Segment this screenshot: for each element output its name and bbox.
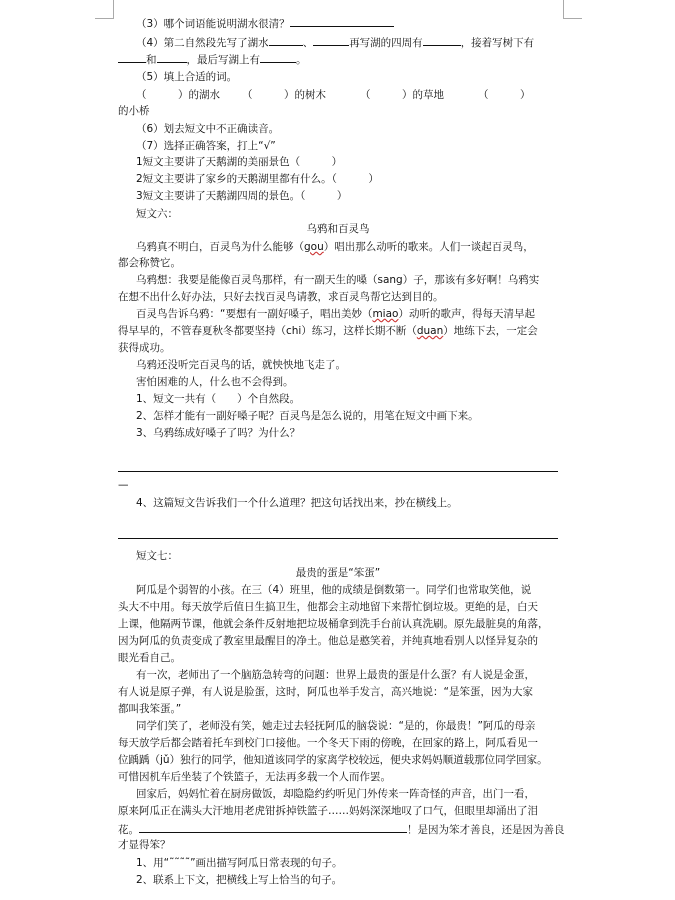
question-4-line-2: 和 ，最后写湖上有 。 bbox=[118, 51, 307, 68]
question-4-line-1: （4）第二自然段先写了湖水 、 再写湖的四周有 ，接着写树下有 bbox=[136, 34, 534, 51]
passage-7-paragraph-1-line: 上课，他隔两节课，他就会条件反射地把垃圾桶拿到洗手台前认真洗刷。原先最脏臭的角落， bbox=[118, 618, 549, 630]
answer-line[interactable] bbox=[118, 538, 558, 539]
crop-mark-top-right bbox=[563, 0, 582, 19]
passage-7-paragraph-1-line: 头大不中用。每天放学后值日生搞卫生，他都会主动地留下来帮忙倒垃圾。更绝的是，白天 bbox=[118, 601, 538, 613]
answer-blank[interactable] bbox=[423, 34, 461, 46]
passage-7-paragraph-2-line: 有人说是原子弹，有人说是脸蛋，这时，阿瓜也举手发言，高兴地说：“是笨蛋，因为大家 bbox=[118, 686, 533, 698]
passage-7-paragraph-4-line: 原来阿瓜正在满头大汗地用老虎钳拆掉铁篮子……妈妈深深地叹了口气，但眼里却涌出了泪 bbox=[118, 805, 538, 817]
passage-6-paragraph-3-end: 获得成功。 bbox=[118, 342, 171, 354]
passage-6-question-2: 2、怎样才能有一副好嗓子呢？百灵鸟是怎么说的，用笔在短文中画下来。 bbox=[136, 410, 479, 422]
passage-7-paragraph-4: 回家后，妈妈忙着在厨房做饭，却隐隐约约听见门外传来一阵奇怪的声音，出门一看， bbox=[136, 788, 535, 800]
passage-7-paragraph-1-line: 眼光看自己。 bbox=[118, 652, 181, 664]
question-7-option-2[interactable]: 2短文主要讲了家乡的天鹅湖里都有什么。（ ） bbox=[136, 173, 379, 185]
passage-7-question-1: 1、用“˜˜˜˜”画出描写阿瓜日常表现的句子。 bbox=[136, 857, 343, 869]
passage-6-paragraph-3-cont: 得早早的，不管春夏秋冬都要坚持（chi）练习，这样长期不断（duan）地练下去，一定会 bbox=[118, 325, 538, 337]
passage-7-paragraph-1: 阿瓜是个弱智的小孩。在三（4）班里，他的成绩是倒数第一。同学们也常取笑他，说 bbox=[136, 584, 532, 596]
passage-7-title: 最贵的蛋是“笨蛋” bbox=[295, 567, 381, 579]
passage-7-question-2: 2、联系上下文，把横线上写上恰当的句子。 bbox=[136, 874, 343, 886]
passage-7-paragraph-2-line: 都叫我笨蛋。” bbox=[118, 703, 182, 715]
answer-blank[interactable] bbox=[157, 51, 187, 63]
passage-7-paragraph-3-line: 每天放学后都会踏着托车到校门口接他。一个冬天下雨的傍晚，在回家的路上，阿瓜看见一 bbox=[118, 737, 538, 749]
answer-blank[interactable] bbox=[260, 51, 296, 63]
answer-line[interactable] bbox=[118, 471, 558, 472]
answer-blank[interactable] bbox=[290, 15, 394, 27]
passage-6-paragraph-1: 乌鸦真不明白，百灵鸟为什么能够（gou）唱出那么动听的歌来。人们一谈起百灵鸟， bbox=[136, 241, 534, 253]
passage-6-paragraph-5: 害怕困难的人，什么也不会得到。 bbox=[136, 376, 294, 388]
crop-mark-top-left bbox=[95, 0, 114, 19]
passage-6-question-1: 1、短文一共有（ ）个自然段。 bbox=[136, 393, 301, 405]
passage-7-paragraph-2: 有一次，老师出了一个脑筋急转弯的问题：世界上最贵的蛋是什么蛋？有人说是金蛋， bbox=[136, 669, 535, 681]
answer-blank[interactable] bbox=[269, 34, 303, 46]
answer-line-overflow: — bbox=[118, 479, 129, 491]
passage-6-question-3: 3、乌鸦练成好嗓子了吗？为什么？ bbox=[136, 427, 301, 439]
passage-6-title: 乌鸦和百灵鸟 bbox=[306, 223, 370, 235]
question-7-option-1[interactable]: 1短文主要讲了天鹅湖的美丽景色（ ） bbox=[136, 156, 343, 168]
question-6: （6）划去短文中不正确读音。 bbox=[136, 123, 280, 135]
passage-6-paragraph-3: 百灵鸟告诉乌鸦：“要想有一副好嗓子，唱出美妙（miao）动听的歌声，得每天清早起 bbox=[136, 308, 535, 320]
question-5-tail: 的小桥 bbox=[118, 105, 150, 117]
passage-7-paragraph-3-line: 位踽踽（jǔ）独行的同学，他知道该同学的家离学校较远，便央求妈妈顺道载那位同学回家。 bbox=[118, 754, 548, 766]
answer-blank[interactable] bbox=[118, 51, 146, 63]
question-7-option-3[interactable]: 3短文主要讲了天鹅湖四周的景色。（ ） bbox=[136, 190, 348, 202]
answer-blank[interactable] bbox=[139, 821, 407, 833]
passage-7-paragraph-1-line: 因为阿瓜的负责变成了教室里最醒目的净土。他总是憨笑着，并纯真地看别人以怪异复杂的 bbox=[118, 635, 538, 647]
passage-6-paragraph-2: 乌鸦想：我要是能像百灵鸟那样，有一副天生的嗓（sang）子，那该有多好啊！乌鸦实 bbox=[136, 274, 540, 286]
passage-7-paragraph-4-line: 花。 ！是因为笨才善良，还是因为善良 bbox=[118, 821, 565, 838]
answer-blank[interactable] bbox=[313, 34, 349, 46]
passage-7-paragraph-4-end: 才显得笨？ bbox=[118, 839, 171, 851]
question-5-title: （5）填上合适的词。 bbox=[136, 71, 238, 83]
passage-6-label: 短文六： bbox=[136, 208, 178, 220]
passage-7-label: 短文七： bbox=[136, 550, 178, 562]
passage-7-paragraph-3-line: 可惜因机车后坐装了个铁篮子，无法再多载一个人而作罢。 bbox=[118, 771, 391, 783]
passage-6-paragraph-2-cont: 在想不出什么好办法，只好去找百灵鸟请教，求百灵鸟帮它达到目的。 bbox=[118, 291, 444, 303]
question-3: （3）哪个词语能说明湖水很清？ bbox=[136, 15, 394, 32]
passage-7-paragraph-3: 同学们笑了，老师没有笑，她走过去轻抚阿瓜的脑袋说：“是的，你最贵！”阿瓜的母亲 bbox=[136, 720, 536, 732]
passage-6-paragraph-4: 乌鸦还没听完百灵鸟的话，就怏怏地飞走了。 bbox=[136, 359, 346, 371]
question-5-options: （ ）的湖水 （ ）的树木 （ ）的草地 （ ） bbox=[136, 89, 531, 101]
passage-6-question-4: 4、这篇短文告诉我们一个什么道理？把这句话找出来，抄在横线上。 bbox=[136, 497, 458, 509]
question-7-title: （7）选择正确答案，打上“√” bbox=[136, 140, 276, 152]
passage-6-paragraph-1-cont: 都会称赞它。 bbox=[118, 257, 181, 269]
